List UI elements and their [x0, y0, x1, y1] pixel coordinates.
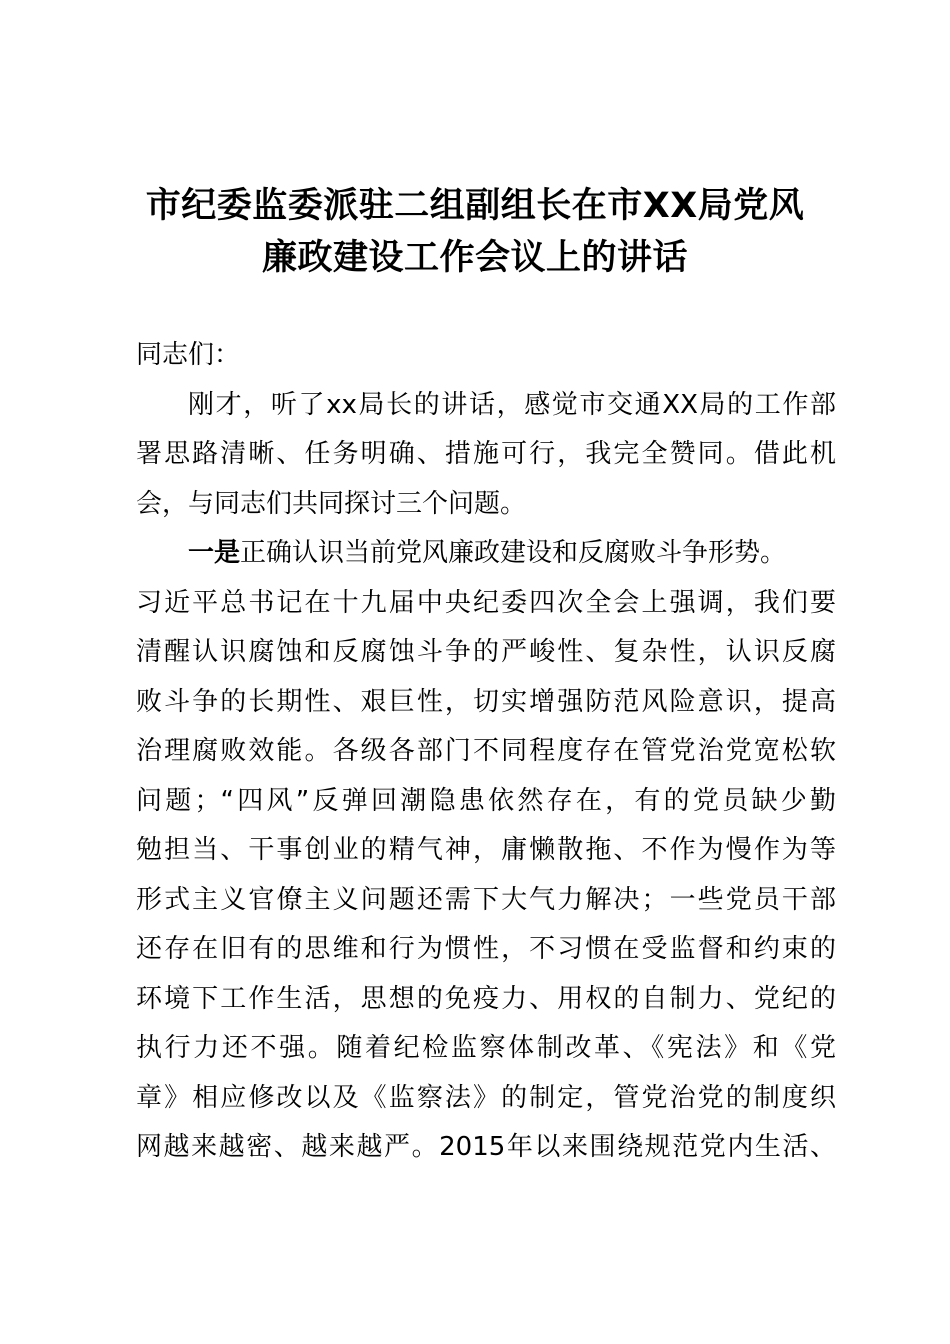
paragraph-2-line-2: 习近平总书记在十九届中央纪委四次全会上强调，我们要	[136, 587, 836, 618]
paragraph-2-line-8: 形式主义官僚主义问题还需下大气力解决；一些党员干部	[136, 884, 836, 915]
paragraph-2-line-10: 环境下工作生活，思想的免疫力、用权的自制力、党纪的	[136, 983, 836, 1014]
document-title	[100, 180, 850, 284]
paragraph-2-line-11: 执行力还不强。随着纪检监察体制改革、《宪法》和《党	[136, 1033, 836, 1063]
paragraph-2-line-4: 败斗争的长期性、艰巨性，切实增强防范风险意识，提高	[136, 686, 836, 717]
paragraph-2-lead-bold: 一是	[188, 538, 241, 568]
paragraph-2-line-7: 勉担当、干事创业的精气神，庸懒散拖、不作为慢作为等	[136, 835, 836, 865]
paragraph-1-line-3: 会，与同志们共同探讨三个问题。	[136, 488, 527, 519]
paragraph-1-line-1: 刚才，听了xx局长的讲话，感觉市交通XX局的工作部	[188, 389, 836, 420]
paragraph-2-line-5: 治理腐败效能。各级各部门不同程度存在管党治党宽松软	[136, 736, 836, 766]
paragraph-2-line-6: 问题；“四风”反弹回潮隐患依然存在，有的党员缺少勤	[136, 785, 836, 816]
title-line-2: 廉政建设工作会议上的讲话	[261, 238, 688, 278]
paragraph-1-line-2: 署思路清晰、任务明确、措施可行，我完全赞同。借此机	[136, 439, 836, 469]
paragraph-2-line-3: 清醒认识腐蚀和反腐蚀斗争的严峻性、复杂性，认识反腐	[136, 637, 836, 667]
paragraph-2-line-12: 章》相应修改以及《监察法》的制定，管党治党的制度织	[136, 1082, 836, 1113]
paragraph-2-line-1	[136, 529, 836, 579]
salutation: 同志们：	[136, 340, 241, 370]
title-line-1: 市纪委监委派驻二组副组长在市XX局党风	[145, 186, 805, 226]
paragraph-2-line-9: 还存在旧有的思维和行为惯性，不习惯在受监督和约束的	[136, 934, 836, 964]
paragraph-2-lead-text: 正确认识当前党风廉政建设和反腐败斗争形势。	[240, 538, 787, 568]
paragraph-2-line-13: 网越来越密、越来越严。2015年以来围绕规范党内生活、	[136, 1132, 836, 1162]
document-body	[136, 331, 836, 1173]
